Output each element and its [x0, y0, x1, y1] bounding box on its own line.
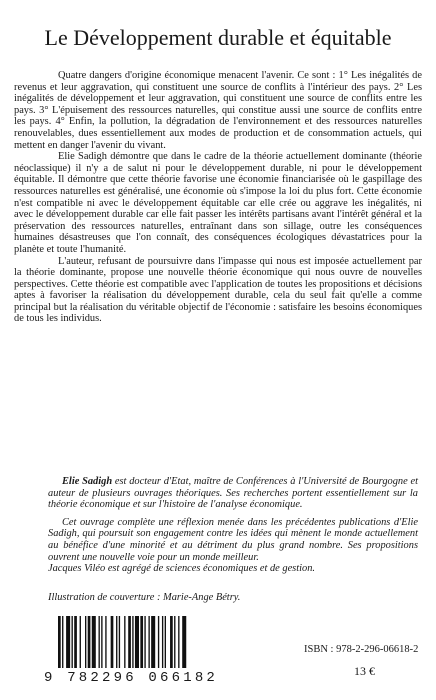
back-cover-text [14, 70, 422, 325]
reviewer-text: Jacques Viléo est agrégé de sciences économiques et de gestion. [48, 563, 315, 575]
barcode-bar [99, 616, 100, 668]
author-name: Elie Sadigh [62, 476, 113, 487]
barcode-bar [174, 616, 175, 668]
barcode-bar [92, 616, 96, 668]
barcode-bar [182, 616, 186, 668]
barcode-bars [44, 616, 244, 668]
barcode-bar [80, 616, 81, 668]
author-bio-text: est docteur d'Etat, maître de Conférences à l'Université de Bourgogne et auteur de plusieurs ouvrages théoriques. Ses recherches portent essentiellement sur la théorie économique et sur l'histoire de l'analyse économique. [48, 476, 418, 511]
barcode-bar [124, 616, 125, 668]
review-text: Cet ouvrage complète une réflexion menée dans les précédentes publications d'Elie Sadigh, qui poursuit son engagement contre les idées qui mènent le monde actuellement au bénéfice d'une minorité et au détriment du plus grand nombre. Ses propositions ouvrent une nouvelle voie pour un monde meilleur. [48, 516, 418, 563]
barcode-bar [140, 616, 143, 668]
barcode-bar [119, 616, 120, 668]
barcode-digits: 9 782296 066182 [44, 670, 219, 686]
illustration-credit: Illustration de couverture : Marie-Ange Bétry. [48, 592, 241, 603]
barcode [44, 616, 244, 686]
barcode-bar [151, 616, 155, 668]
barcode-bar [170, 616, 173, 668]
price: 13 € [354, 664, 375, 678]
barcode-bar [158, 616, 159, 668]
barcode-bar [74, 616, 77, 668]
barcode-bar [85, 616, 86, 668]
barcode-bar [111, 616, 114, 668]
paragraph-new-theory: L'auteur, refusant de poursuivre dans l'impasse qui nous est imposée actuellement par la théorie dominante, propose une nouvelle théorie économique qui nous ouvre de nouvelles perspectives. Cette théorie est compatible avec l'application de toutes les propositions et décisions aptes à favoriser la réalisation du développement durable, cela du seul fait qu'elle a comme principal but la réalisation du véritable objectif de l'économie : satisfaire les besoins économiques de tous les individus. [14, 255, 422, 325]
barcode-bar [116, 616, 117, 668]
barcode-bar [105, 616, 106, 668]
barcode-bar [144, 616, 145, 668]
barcode-bar [88, 616, 91, 668]
barcode-bar [128, 616, 131, 668]
barcode-bar [132, 616, 133, 668]
barcode-bar [58, 616, 61, 668]
barcode-bar [165, 616, 166, 668]
barcode-bar [162, 616, 163, 668]
paragraph-dangers: Quatre dangers d'origine économique menacent l'avenir. Ce sont : 1° Les inégalités de revenus et leur aggravation, qui constituent une source de conflits à l'intérieur des pays. 2° Les inégalités de développement et leur aggravation, qui constituent une source de conflits entre les pays. 3° L'épuisement des ressources naturelles, qui constitue aussi une source de conflits entre les pays. 4° Enfin, la pollution, la dégradation de l'environnement et des ressources naturelles renouvelables, dues essentiellement aux modes de production et de consommation actuels, qui mettent en danger l'avenir du vivant. [14, 70, 422, 151]
barcode-bar [135, 616, 139, 668]
barcode-bar [66, 616, 70, 668]
paragraph-theory: Elie Sadigh démontre que dans le cadre de la théorie actuellement dominante (théorie néoclassique) il n'y a de salut ni pour le développement durable, ni pour le développement équitable. Il démontre que cette théorie favorise une économie financiarisée où le gaspillage des ressources naturelles est généralisé, une économie où s'impose la loi du plus fort. Cette économie n'est compatible ni avec le développement équitable car elle crée ou aggrave les inégalités, ni avec le développement durable car elle fait passer les intérêts partisans avant l'intérêt général et la préservation des ressources naturelles, entraînant dans son sillage, outre les conséquences humaines désastreuses que l'on connaît, des conséquences écologiques dévastatrices pour la planète et toute l'humanité. [14, 151, 422, 255]
barcode-bar [62, 616, 63, 668]
isbn: ISBN : 978-2-296-06618-2 [304, 644, 419, 655]
barcode-bar [148, 616, 149, 668]
author-bio [48, 476, 418, 511]
book-title: Le Développement durable et équitable [44, 24, 392, 50]
barcode-bar [178, 616, 179, 668]
barcode-bar [72, 616, 73, 668]
barcode-bar [101, 616, 102, 668]
author-section [48, 476, 418, 575]
